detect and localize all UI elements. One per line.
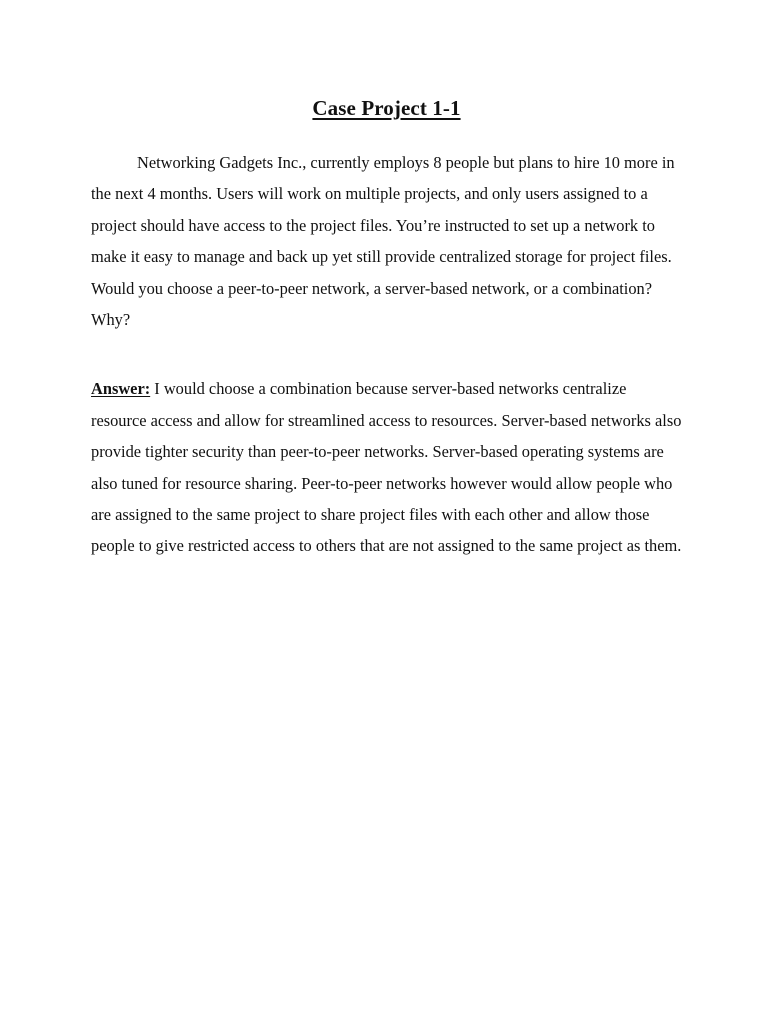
answer-label: Answer: (91, 379, 151, 399)
question-paragraph: Networking Gadgets Inc., currently employs 8 people but plans to hire 10 more in the next 4 months. Users will work on multiple projects, and only users assigned to a project should have access to the project files. You’re instructed to set up a network to make it easy to manage and back up yet still provide centralized storage for project files. Would you choose a peer-to-peer network, a server-based network, or a combination? Why? (91, 153, 675, 330)
answer-text: I would choose a combination because server-based networks centralize resource access and allow for streamlined access to resources. Server-based networks also provide tighter security than peer-to-peer networks. Server-based operating systems are also tuned for resource sharing. Peer-to-peer networks however would allow people who are assigned to the same project to share project files with each other and allow those people to give restricted access to others that are not assigned to the same project as them. (91, 379, 682, 556)
page-title: Case Project 1-1 (312, 96, 461, 120)
answer-paragraph (91, 373, 682, 561)
